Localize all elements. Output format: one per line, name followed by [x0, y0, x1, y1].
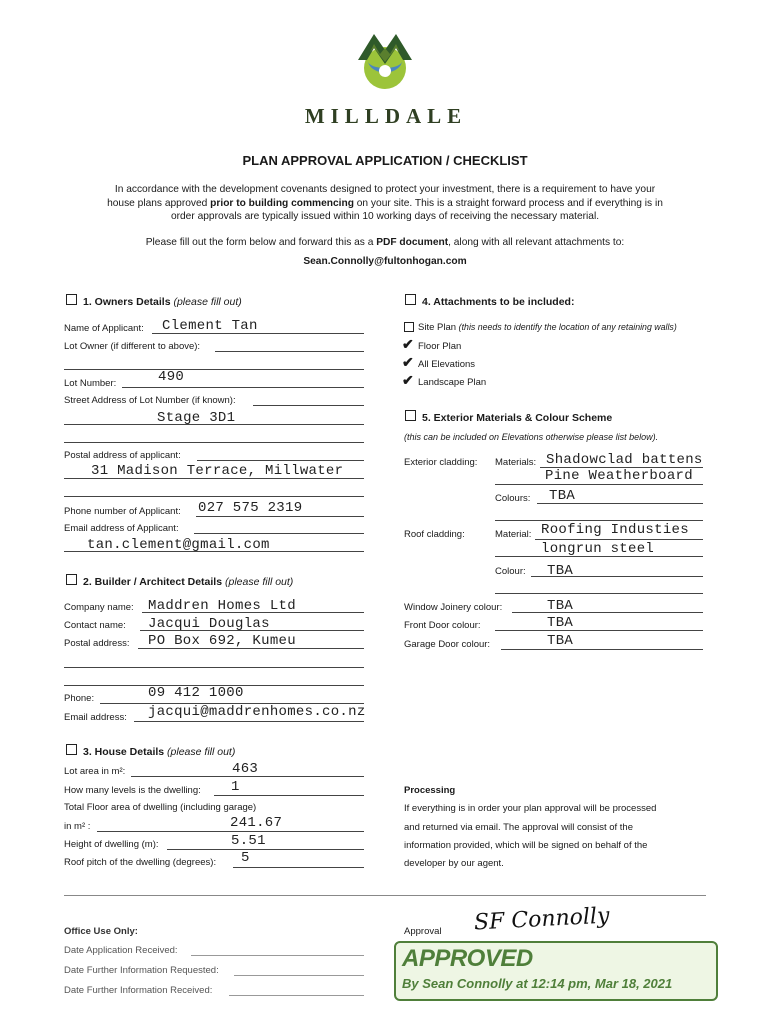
builder-heading: 2. Builder / Architect Details (please fill out): [83, 576, 294, 588]
owners-checkbox[interactable]: [66, 294, 77, 305]
intro-line-1: In accordance with the development covenants designed to protect your investment, there is a requirement to have your: [114, 184, 656, 195]
roof-material-line-2[interactable]: longrun steel: [541, 541, 655, 557]
contact-name-label: Contact name:: [64, 620, 126, 631]
window-joinery-field[interactable]: TBA: [547, 598, 574, 614]
cladding-colours-label: Colours:: [495, 493, 531, 504]
approved-stamp: [394, 941, 718, 1001]
street-address-label: Street Address of Lot Number (if known):: [64, 395, 236, 406]
elevations-check-icon[interactable]: ✔: [402, 354, 414, 370]
roof-pitch-field[interactable]: 5: [241, 850, 250, 866]
house-heading: 3. House Details (please fill out): [83, 746, 236, 758]
site-plan-checkbox[interactable]: [404, 322, 414, 332]
date-received-field[interactable]: [191, 955, 364, 956]
processing-line-2: and returned via email. The approval will consist of the: [404, 822, 634, 833]
dwelling-levels-field[interactable]: 1: [231, 779, 240, 795]
attachments-heading: 4. Attachments to be included:: [422, 296, 575, 308]
builder-postal-label: Postal address:: [64, 638, 130, 649]
applicant-phone-label: Phone number of Applicant:: [64, 506, 181, 517]
date-requested-field[interactable]: [234, 975, 364, 976]
exterior-heading: 5. Exterior Materials & Colour Scheme: [422, 412, 613, 424]
builder-phone-field[interactable]: 09 412 1000: [148, 685, 244, 701]
instruction-text: Please fill out the form below and forward this as a PDF document, along with all relevant attachments to:: [145, 237, 625, 248]
approval-label: Approval: [404, 926, 442, 937]
owners-heading: 1. Owners Details (please fill out): [83, 296, 242, 308]
milldale-wordmark: MILLDALE: [304, 104, 468, 128]
processing-line-1: If everything is in order your plan approval will be processed: [404, 803, 657, 814]
applicant-email-field[interactable]: tan.clement@gmail.com: [87, 537, 270, 553]
postal-address-field[interactable]: 31 Madison Terrace, Millwater: [91, 463, 344, 479]
cladding-colour-field[interactable]: TBA: [549, 488, 576, 504]
roof-pitch-label: Roof pitch of the dwelling (degrees):: [64, 857, 217, 868]
date-requested-label: Date Further Information Requested:: [64, 965, 219, 976]
window-joinery-label: Window Joinery colour:: [404, 602, 503, 613]
garage-door-label: Garage Door colour:: [404, 639, 491, 650]
front-door-label: Front Door colour:: [404, 620, 481, 631]
company-name-label: Company name:: [64, 602, 134, 613]
date-info-received-field[interactable]: [229, 995, 364, 996]
builder-email-field[interactable]: jacqui@maddrenhomes.co.nz: [148, 704, 366, 720]
intro-line-2: house plans approved prior to building commencing on your site. This is a straight forward process and if everything is in: [107, 197, 663, 209]
landscape-plan-check-icon[interactable]: ✔: [402, 372, 414, 388]
roof-colour-field[interactable]: TBA: [547, 563, 574, 579]
company-name-field[interactable]: Maddren Homes Ltd: [148, 598, 296, 614]
attachments-checkbox[interactable]: [405, 294, 416, 305]
processing-line-3: information provided, which will be signed on behalf of the: [404, 840, 648, 851]
landscape-plan-label: Landscape Plan: [418, 377, 487, 388]
floor-plan-check-icon[interactable]: ✔: [402, 336, 414, 352]
processing-heading: Processing: [404, 785, 456, 796]
dwelling-height-field[interactable]: 5.51: [231, 833, 266, 849]
street-address-field[interactable]: Stage 3D1: [157, 410, 236, 426]
elevations-label: All Elevations: [418, 359, 476, 370]
lot-number-label: Lot Number:: [64, 378, 117, 389]
date-received-label: Date Application Received:: [64, 945, 178, 956]
applicant-name-field[interactable]: Clement Tan: [162, 318, 258, 334]
milldale-logo-emblem: [354, 30, 416, 90]
front-door-field[interactable]: TBA: [547, 615, 574, 631]
roof-material-line-1[interactable]: Roofing Industies: [541, 522, 689, 538]
site-plan-label: Site Plan (this needs to identify the location of any retaining walls): [418, 322, 677, 333]
exterior-cladding-label: Exterior cladding:: [404, 457, 478, 468]
cladding-material-line-1[interactable]: Shadowclad battens: [546, 452, 703, 468]
floor-area-label: Total Floor area of dwelling (including garage): [64, 802, 257, 813]
approved-stamp-title: APPROVED: [402, 945, 533, 972]
exterior-checkbox[interactable]: [405, 410, 416, 421]
lot-owner-label: Lot Owner (if different to above):: [64, 341, 201, 352]
garage-door-field[interactable]: TBA: [547, 633, 574, 649]
intro-paragraph: [40, 183, 730, 224]
intro-line-3: order approvals are typically issued within 10 working days of receiving the necessary material.: [170, 211, 600, 222]
builder-phone-label: Phone:: [64, 693, 95, 704]
applicant-phone-field[interactable]: 027 575 2319: [198, 500, 303, 516]
cladding-material-line-2[interactable]: Pine Weatherboard: [545, 468, 693, 484]
floor-area-unit-label: in m² :: [64, 821, 91, 832]
exterior-note: (this can be included on Elevations otherwise please list below).: [404, 432, 659, 442]
builder-postal-field[interactable]: PO Box 692, Kumeu: [148, 633, 296, 649]
approval-signature: SF Connolly: [473, 903, 611, 936]
floor-area-field[interactable]: 241.67: [230, 815, 283, 831]
applicant-name-label: Name of Applicant:: [64, 323, 144, 334]
applicant-email-label: Email address of Applicant:: [64, 523, 179, 534]
office-use-heading: Office Use Only:: [64, 926, 138, 937]
divider: [64, 895, 706, 896]
house-checkbox[interactable]: [66, 744, 77, 755]
lot-area-label: Lot area in m²:: [64, 766, 126, 777]
lot-area-field[interactable]: 463: [232, 761, 259, 777]
lot-owner-field[interactable]: [215, 351, 364, 352]
dwelling-levels-label: How many levels is the dwelling:: [64, 785, 201, 796]
roof-material-label: Material:: [495, 529, 532, 540]
processing-line-4: developer by our agent.: [404, 858, 504, 869]
cladding-materials-label: Materials:: [495, 457, 537, 468]
lot-number-field[interactable]: 490: [158, 369, 185, 385]
builder-checkbox[interactable]: [66, 574, 77, 585]
builder-email-label: Email address:: [64, 712, 127, 723]
floor-plan-label: Floor Plan: [418, 341, 462, 352]
roof-cladding-label: Roof cladding:: [404, 529, 465, 540]
roof-colour-label: Colour:: [495, 566, 526, 577]
date-info-received-label: Date Further Information Received:: [64, 985, 213, 996]
dwelling-height-label: Height of dwelling (m):: [64, 839, 159, 850]
approved-stamp-detail: By Sean Connolly at 12:14 pm, Mar 18, 2021: [402, 976, 673, 991]
page-title: PLAN APPROVAL APPLICATION / CHECKLIST: [242, 153, 528, 168]
postal-address-label: Postal address of applicant:: [64, 450, 181, 461]
contact-name-field[interactable]: Jacqui Douglas: [148, 616, 270, 632]
submission-email[interactable]: Sean.Connolly@fultonhogan.com: [303, 256, 467, 267]
